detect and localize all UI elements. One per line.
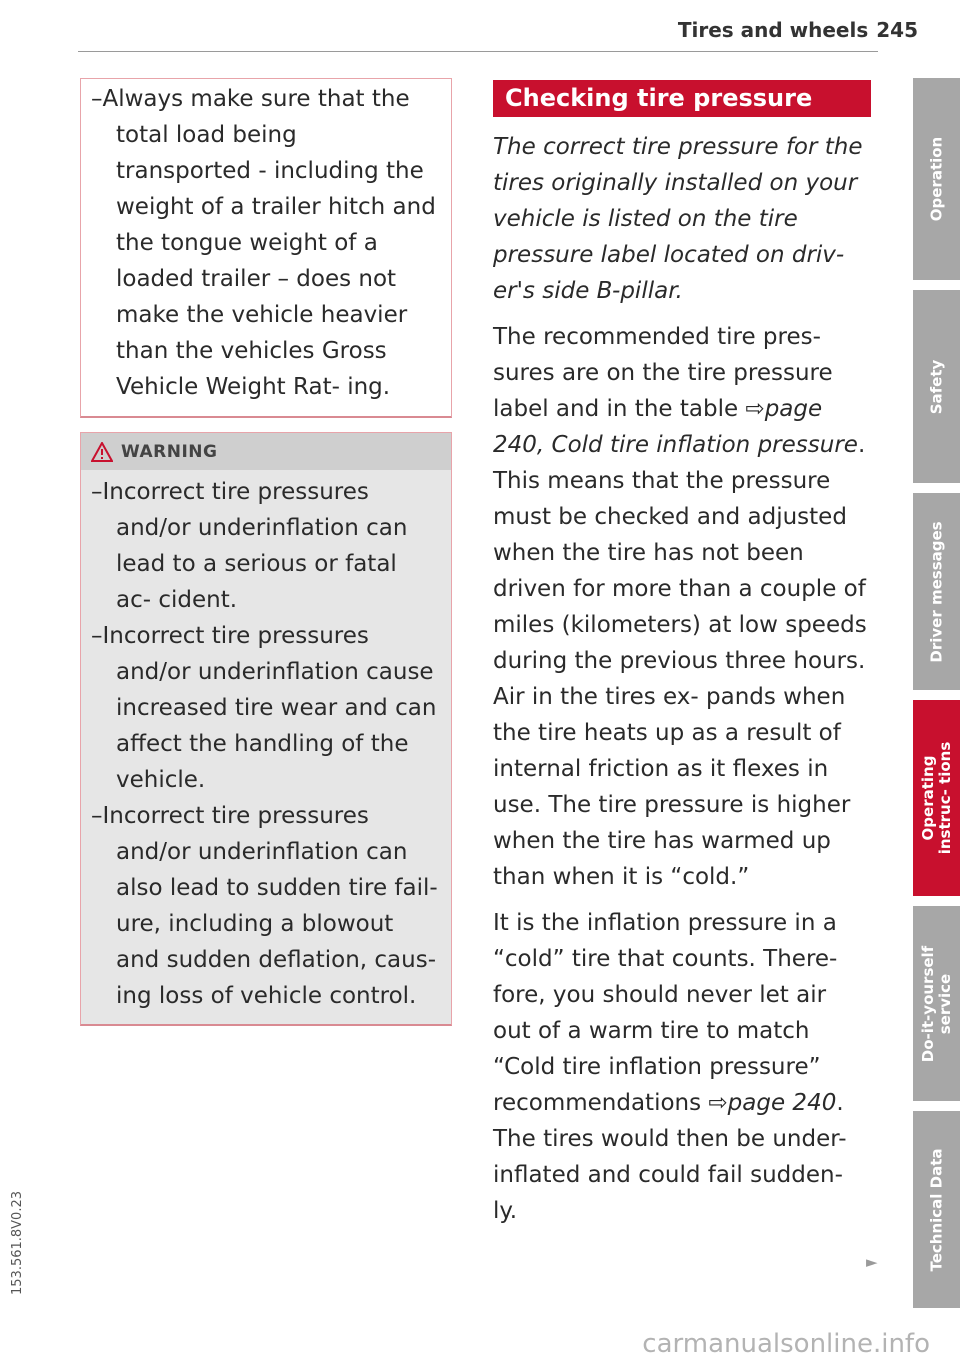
right-column — [493, 80, 871, 1229]
left-column — [80, 78, 452, 1026]
tab-technical-data[interactable] — [913, 1111, 960, 1308]
tab-do-it-yourself-service[interactable] — [913, 906, 960, 1101]
warning-triangle-icon — [91, 442, 113, 462]
watermark: carmanualsonline.info — [642, 1329, 930, 1359]
tab-label: Do-it-yourself service — [918, 945, 954, 1062]
note-item: –Always make sure that the total load being transported - including the weight of a trailer hitch and the tongue weight of a loaded trailer – does not make the vehicle heavier than the vehicles Gross Vehicle Weight Rat- ing. — [91, 86, 436, 400]
tab-safety[interactable] — [913, 290, 960, 483]
warning-header — [81, 433, 451, 470]
header-rule — [78, 51, 878, 52]
tab-label: Operating instruc- tions — [918, 741, 954, 855]
tab-operating-instructions[interactable] — [913, 700, 960, 896]
tab-label: Safety — [927, 359, 945, 414]
warning-title: WARNING — [121, 441, 218, 462]
body-paragraph — [493, 319, 871, 895]
body-paragraph — [493, 905, 871, 1229]
header-section-title: Tires and wheels — [677, 18, 869, 42]
tab-label: Driver messages — [927, 520, 945, 663]
tab-label: Operation — [927, 136, 945, 222]
page-240-reference-link[interactable]: ⇨page 240 — [708, 1090, 837, 1116]
warning-item: –Incorrect tire pressures and/or underinflation cause increased tire wear and can affect the handling of the vehicle. — [91, 623, 437, 793]
tab-operation[interactable] — [913, 78, 960, 280]
section-body — [493, 319, 871, 1229]
warning-item: –Incorrect tire pressures and/or underinflation can lead to a serious or fatal ac- cident. — [91, 479, 408, 613]
page-240-cross-reference-link[interactable]: ⇨page 240, Cold tire inflation pressure — [493, 396, 858, 458]
tab-driver-messages[interactable] — [913, 493, 960, 690]
paragraph-text: It is the inflation pressure in a “cold” tire that counts. There- fore, you should never let air out of a warm tire to match “Cold tire inflation pressure” recommendations — [493, 910, 838, 1116]
warning-box — [80, 432, 452, 1026]
document-code: 153.561.8V0.23 — [10, 1191, 25, 1295]
paragraph-text: . The tires would then be under- inflated and could fail sudden- ly. — [493, 1090, 847, 1224]
section-title: Checking tire pressure — [493, 80, 871, 117]
warning-item: –Incorrect tire pressures and/or underinflation can also lead to sudden tire fail- ure, including a blowout and sudden deflation, caus- ing loss of vehicle control. — [91, 803, 438, 1009]
paragraph-text: . This means that the pressure must be checked and adjusted when the tire has not been driven for more than a couple of miles (kilometers) at low speeds during the previous three hours. Air in the tires ex- pands when the tire heats up as a result of internal friction as it flexes in use. The tire pressure is higher when the tire has warmed up than when it is “cold.” — [493, 432, 867, 890]
tab-label: Technical Data — [927, 1147, 945, 1272]
running-header — [678, 18, 918, 42]
warning-body — [81, 470, 451, 1024]
section-intro: The correct tire pressure for the tires originally installed on your vehicle is listed on the tire pressure label located on driv- er's side B-pillar. — [493, 134, 863, 304]
chapter-tab-strip — [913, 78, 960, 1318]
page-number: 245 — [876, 18, 918, 42]
continue-arrow-icon: ► — [866, 1253, 878, 1271]
paragraph-text: The recommended tire pres- sures are on the tire pressure label and in the table — [493, 324, 833, 422]
load-note-box — [80, 78, 452, 418]
